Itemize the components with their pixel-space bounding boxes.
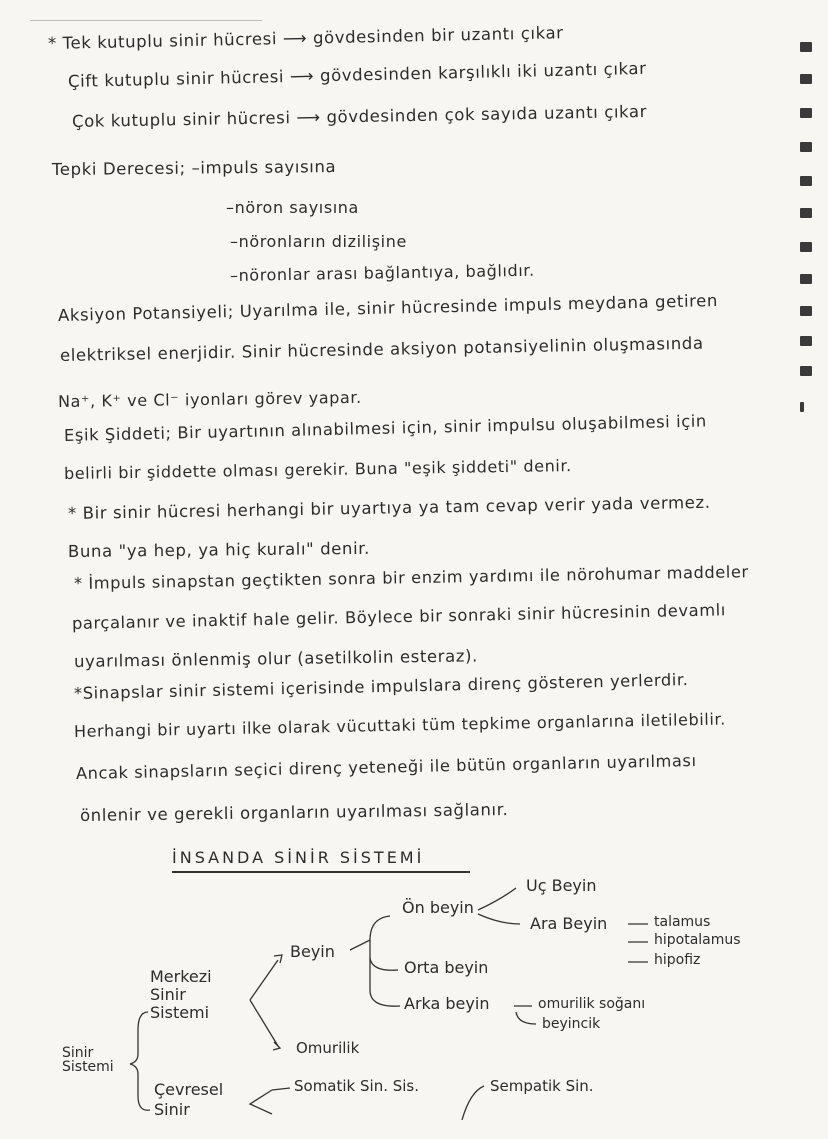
note-line: Herhangi bir uyartı ilke olarak vücuttaki tüm tepkime organlarına iletilebilir. xyxy=(73,709,726,741)
node-hipofiz: hipofiz xyxy=(654,952,701,968)
link-merkezi-beyin xyxy=(250,960,278,1000)
note-line: –nöronların dizilişine xyxy=(230,232,407,251)
note-line: *Sinapslar sinir sistemi içerisinde impulslara direnç gösteren yerlerdir. xyxy=(73,670,689,703)
note-line: Buna "ya hep, ya hiç kuralı" denir. xyxy=(67,538,371,561)
root-brace xyxy=(130,1012,150,1110)
binding-ring xyxy=(800,176,812,186)
page-top-rule xyxy=(30,20,262,21)
binding-ring xyxy=(800,142,812,152)
spiral-binding xyxy=(796,30,824,450)
node-beyin: Beyin xyxy=(290,942,335,961)
node-arka-beyin: Arka beyin xyxy=(404,994,490,1013)
link-somatik xyxy=(272,1088,290,1090)
note-line: Aksiyon Potansiyeli; Uyarılma ile, sinir hücresinde impuls meydana getiren xyxy=(57,291,719,325)
arrow-beyincik xyxy=(516,1012,536,1024)
note-line: * Bir sinir hücresi herhangi bir uyartıya ya tam cevap verir yada vermez. xyxy=(67,492,711,523)
diagram-title-underline xyxy=(172,871,470,873)
note-line: belirli bir şiddette olması gerekir. Buna "eşik şiddeti" denir. xyxy=(63,456,572,483)
note-line: önlenir ve gerekli organların uyarılması sağlanır. xyxy=(79,800,509,825)
note-line: –nöron sayısına xyxy=(226,198,359,217)
note-line: uyarılması önlenmiş olur (asetilkolin esteraz). xyxy=(73,646,479,671)
note-line: * Tek kutuplu sinir hücresi ⟶ gövdesinden bir uzantı çıkar xyxy=(47,23,564,53)
link-ara-beyin xyxy=(478,914,520,924)
note-line: Çok kutuplu sinir hücresi ⟶ gövdesinden çok sayıda uzantı çıkar xyxy=(71,101,648,131)
node-somatik: Somatik Sin. Sis. xyxy=(294,1077,420,1095)
node-hipotalamus: hipotalamus xyxy=(654,932,741,948)
binding-ring xyxy=(800,274,812,284)
note-line: Çift kutuplu sinir hücresi ⟶ gövdesinden karşılıklı iki uzantı çıkar xyxy=(67,58,647,91)
node-sempatik: Sempatik Sin. xyxy=(490,1077,594,1095)
binding-ring xyxy=(800,336,812,346)
note-line: * İmpuls sinapstan geçtikten sonra bir enzim yardımı ile nörohumar maddeler xyxy=(73,562,749,593)
binding-ring xyxy=(800,208,812,218)
node-talamus: talamus xyxy=(654,914,711,930)
arrow-head xyxy=(273,1042,280,1050)
binding-ring xyxy=(800,306,812,316)
link-uc-beyin xyxy=(478,888,516,910)
beyin-brace xyxy=(370,916,400,1006)
node-sinir-sistemi: Sinir Sistemi xyxy=(62,1045,114,1075)
link-sempatik xyxy=(462,1086,484,1120)
binding-ring xyxy=(800,366,812,376)
binding-ring xyxy=(800,74,812,84)
node-ara-beyin: Ara Beyin xyxy=(530,914,608,933)
node-uc-beyin: Uç Beyin xyxy=(526,876,597,895)
note-line: Na⁺, K⁺ ve Cl⁻ iyonları görev yapar. xyxy=(57,387,362,411)
beyin-link xyxy=(350,940,370,950)
node-omurilik: Omurilik xyxy=(296,1039,360,1057)
note-line: Tepki Derecesi; –impuls sayısına xyxy=(51,157,337,179)
binding-ring xyxy=(800,108,812,118)
link-orta-beyin xyxy=(370,958,398,970)
node-cevresel-sinir: Çevresel Sinir xyxy=(154,1080,224,1119)
node-beyincik: beyincik xyxy=(542,1016,601,1032)
binding-ring xyxy=(800,402,804,412)
arrow-head xyxy=(274,955,282,963)
link-merkezi-omurilik xyxy=(250,1000,278,1046)
note-line: Eşik Şiddeti; Bir uyartının alınabilmesi için, sinir impulsu oluşabilmesi için xyxy=(63,411,708,445)
node-omurilik-sogani: omurilik soğanı xyxy=(538,996,646,1012)
binding-ring xyxy=(800,242,812,252)
note-line: Ancak sinapsların seçici direnç yeteneği ile bütün organların uyarılması xyxy=(75,751,697,783)
note-line: parçalanır ve inaktif hale gelir. Böylece bir sonraki sinir hücresinin devamlı xyxy=(71,600,727,633)
note-line: –nöronlar arası bağlantıya, bağlıdır. xyxy=(229,260,535,285)
diagram-title: İNSANDA SİNİR SİSTEMİ xyxy=(172,848,425,867)
cevresel-brace xyxy=(250,1090,272,1114)
node-merkezi-sinir-sistemi: Merkezi Sinir Sistemi xyxy=(150,967,212,1022)
node-on-beyin: Ön beyin xyxy=(402,898,474,917)
binding-ring xyxy=(800,42,812,52)
note-line: elektriksel enerjidir. Sinir hücresinde aksiyon potansiyelinin oluşmasında xyxy=(59,333,704,365)
node-orta-beyin: Orta beyin xyxy=(404,958,489,977)
